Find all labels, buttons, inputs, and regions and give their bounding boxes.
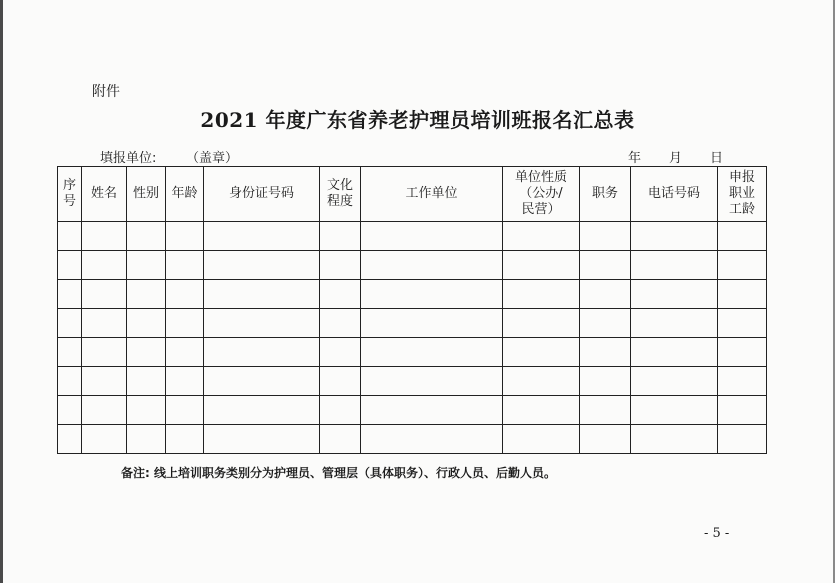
table-row	[58, 425, 767, 454]
table-cell-work-years	[718, 251, 767, 280]
table-cell-position	[580, 425, 631, 454]
table-cell-position	[580, 367, 631, 396]
table-cell-unit-nature	[503, 425, 580, 454]
table-row	[58, 396, 767, 425]
table-cell-phone	[631, 251, 718, 280]
table-cell-position	[580, 280, 631, 309]
table-cell-seq	[58, 280, 82, 309]
table-cell-gender	[127, 425, 166, 454]
table-cell-name	[82, 251, 127, 280]
attachment-label: 附件	[92, 84, 120, 100]
table-cell-age	[166, 396, 204, 425]
table-cell-work-years	[718, 367, 767, 396]
table-cell-age	[166, 338, 204, 367]
table-cell-gender	[127, 222, 166, 251]
fill-unit-label: 填报单位:	[100, 151, 157, 166]
date-year-label: 年	[628, 151, 642, 166]
table-cell-work-years	[718, 425, 767, 454]
table-cell-phone	[631, 396, 718, 425]
table-cell-age	[166, 367, 204, 396]
table-cell-name	[82, 280, 127, 309]
table-cell-work-unit	[361, 222, 503, 251]
column-header-id-number: 身份证号码	[204, 167, 320, 222]
column-header-work-years: 申报 职业 工龄	[718, 167, 767, 222]
table-cell-name	[82, 309, 127, 338]
table-cell-age	[166, 425, 204, 454]
table-cell-gender	[127, 367, 166, 396]
table-cell-age	[166, 222, 204, 251]
table-cell-name	[82, 338, 127, 367]
table-body	[58, 222, 767, 454]
table-cell-unit-nature	[503, 338, 580, 367]
footnote: 备注: 线上培训职务类别分为护理员、管理层（具体职务）、行政人员、后勤人员。	[121, 466, 556, 480]
table-cell-phone	[631, 367, 718, 396]
table-cell-work-unit	[361, 396, 503, 425]
column-header-age: 年龄	[166, 167, 204, 222]
table-cell-name	[82, 222, 127, 251]
column-header-work-unit: 工作单位	[361, 167, 503, 222]
table-cell-work-unit	[361, 425, 503, 454]
table-header-row	[58, 167, 767, 222]
table-cell-seq	[58, 367, 82, 396]
document-title: 2021 年度广东省养老护理员培训班报名汇总表	[200, 108, 635, 132]
table-cell-position	[580, 396, 631, 425]
table-cell-gender	[127, 338, 166, 367]
date-day-label: 日	[710, 151, 724, 166]
table-cell-unit-nature	[503, 309, 580, 338]
scan-edge-left	[0, 0, 3, 583]
table-cell-unit-nature	[503, 367, 580, 396]
table-cell-phone	[631, 309, 718, 338]
table-cell-age	[166, 280, 204, 309]
table-cell-phone	[631, 280, 718, 309]
table-cell-name	[82, 367, 127, 396]
column-header-position: 职务	[580, 167, 631, 222]
table-cell-seq	[58, 425, 82, 454]
table-row	[58, 338, 767, 367]
table-cell-seq	[58, 396, 82, 425]
table-cell-phone	[631, 338, 718, 367]
table-cell-age	[166, 251, 204, 280]
table-cell-work-years	[718, 396, 767, 425]
table-row	[58, 222, 767, 251]
table-cell-name	[82, 425, 127, 454]
table-cell-position	[580, 222, 631, 251]
table-cell-unit-nature	[503, 222, 580, 251]
table-cell-unit-nature	[503, 396, 580, 425]
date-month-label: 月	[669, 151, 683, 166]
table-cell-work-years	[718, 222, 767, 251]
table-cell-id-number	[204, 222, 320, 251]
table-cell-gender	[127, 309, 166, 338]
column-header-phone: 电话号码	[631, 167, 718, 222]
table-cell-education	[320, 251, 361, 280]
table-cell-age	[166, 309, 204, 338]
table-cell-unit-nature	[503, 280, 580, 309]
table-cell-education	[320, 280, 361, 309]
table-cell-unit-nature	[503, 251, 580, 280]
table-row	[58, 309, 767, 338]
table-cell-id-number	[204, 425, 320, 454]
table-cell-phone	[631, 222, 718, 251]
table-cell-id-number	[204, 367, 320, 396]
table-cell-phone	[631, 425, 718, 454]
table-cell-id-number	[204, 338, 320, 367]
seal-label: （盖章）	[186, 151, 239, 166]
table-cell-education	[320, 338, 361, 367]
table-cell-id-number	[204, 309, 320, 338]
registration-table	[57, 166, 767, 454]
table-cell-id-number	[204, 396, 320, 425]
column-header-gender: 性别	[127, 167, 166, 222]
table-cell-work-years	[718, 309, 767, 338]
table-cell-seq	[58, 251, 82, 280]
table-cell-gender	[127, 251, 166, 280]
table-cell-education	[320, 425, 361, 454]
table-cell-position	[580, 338, 631, 367]
table-cell-position	[580, 251, 631, 280]
table-cell-gender	[127, 280, 166, 309]
column-header-name: 姓名	[82, 167, 127, 222]
table-cell-work-unit	[361, 367, 503, 396]
date-fields	[628, 147, 723, 166]
table-cell-work-unit	[361, 338, 503, 367]
column-header-unit-nature: 单位性质 （公办/ 民营）	[503, 167, 580, 222]
table-cell-education	[320, 367, 361, 396]
table-cell-work-years	[718, 280, 767, 309]
table-cell-id-number	[204, 280, 320, 309]
table-row	[58, 280, 767, 309]
table-cell-work-unit	[361, 309, 503, 338]
table-cell-work-unit	[361, 280, 503, 309]
table-cell-position	[580, 309, 631, 338]
table-cell-work-years	[718, 338, 767, 367]
table-cell-seq	[58, 338, 82, 367]
table-cell-gender	[127, 396, 166, 425]
table-cell-education	[320, 309, 361, 338]
table-cell-seq	[58, 222, 82, 251]
table-cell-name	[82, 396, 127, 425]
table-cell-work-unit	[361, 251, 503, 280]
table-row	[58, 367, 767, 396]
table-cell-education	[320, 222, 361, 251]
table-cell-id-number	[204, 251, 320, 280]
column-header-seq: 序 号	[58, 167, 82, 222]
table-cell-seq	[58, 309, 82, 338]
column-header-education: 文化 程度	[320, 167, 361, 222]
table-row	[58, 251, 767, 280]
page-number: - 5 -	[704, 526, 730, 541]
table-cell-education	[320, 396, 361, 425]
